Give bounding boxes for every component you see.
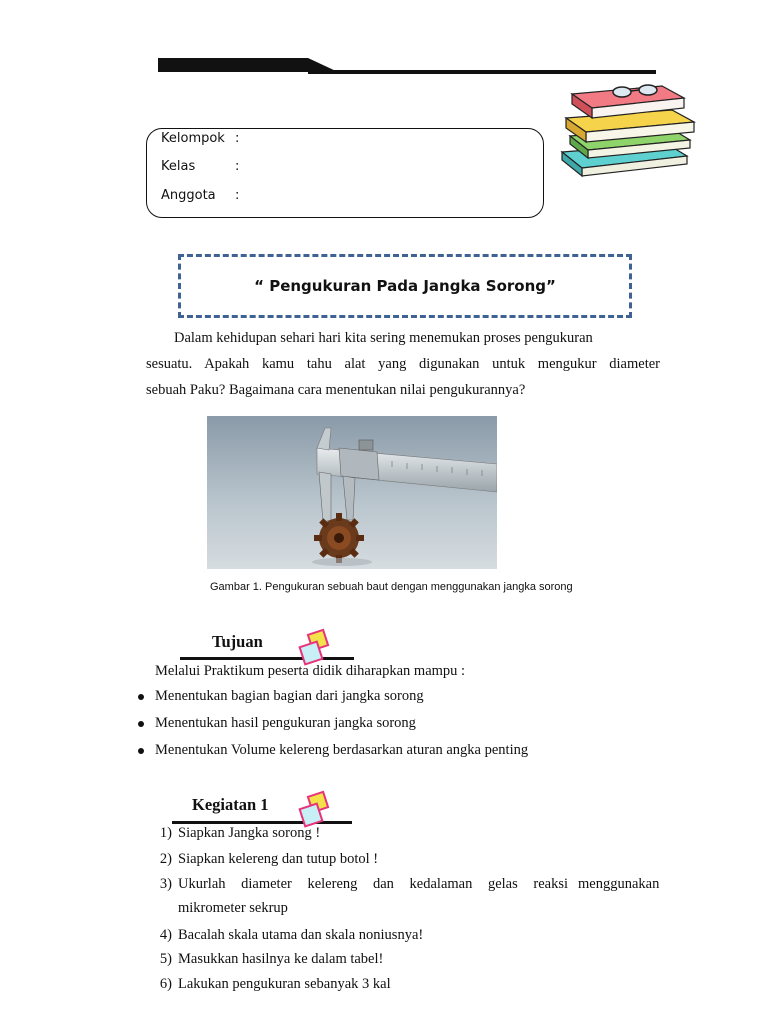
page-title: “ Pengukuran Pada Jangka Sorong” — [254, 277, 556, 295]
header-bar — [158, 58, 656, 78]
bullet-dot — [138, 748, 144, 754]
step-text: Ukurlah diameter kelereng dan kedalaman gelas reaksi — [178, 876, 568, 892]
caliper-photo — [207, 416, 497, 569]
intro-line: sesuatu. Apakah kamu tahu alat yang digunakan untuk mengukur diameter — [146, 356, 660, 372]
intro-line: sebuah Paku? Bagaimana cara menentukan nilai pengukurannya? — [146, 382, 526, 398]
step-number: 6) — [159, 976, 172, 992]
identity-colon: : — [235, 188, 240, 203]
identity-colon: : — [235, 131, 240, 146]
identity-box — [146, 128, 544, 218]
identity-row-kelompok — [161, 131, 239, 146]
step-text: Siapkan kelereng dan tutup botol ! — [178, 851, 379, 867]
step-text: Bacalah skala utama dan skala noniusnya! — [178, 927, 424, 943]
bullet-dot — [138, 694, 144, 700]
tujuan-lead: Melalui Praktikum peserta didik diharapkan mampu : — [155, 663, 466, 679]
step-text: Siapkan Jangka sorong ! — [178, 825, 321, 841]
identity-label: Kelompok — [161, 131, 225, 146]
section-heading-kegiatan: Kegiatan 1 — [192, 795, 269, 814]
identity-colon: : — [235, 159, 240, 174]
identity-label: Kelas — [161, 159, 196, 174]
identity-row-kelas — [161, 159, 239, 174]
intro-line: Dalam kehidupan sehari hari kita sering menemukan proses pengukuran — [174, 330, 593, 346]
step-number: 2) — [159, 851, 172, 867]
bullet-dot — [138, 721, 144, 727]
decorative-squares-icon — [296, 790, 336, 830]
step-number: 4) — [159, 927, 172, 943]
step-text: Lakukan pengukuran sebanyak 3 kal — [178, 976, 391, 992]
step-number: 5) — [159, 951, 172, 967]
identity-row-anggota — [161, 188, 239, 203]
title-box — [178, 254, 632, 318]
step-number: 1) — [159, 825, 172, 841]
step-number: 3) — [159, 876, 172, 892]
section-heading-tujuan: Tujuan — [212, 632, 263, 651]
tujuan-item: Menentukan hasil pengukuran jangka sorong — [155, 715, 416, 731]
tujuan-item: Menentukan Volume kelereng berdasarkan aturan angka penting — [155, 742, 529, 758]
step-text-end: menggunakan — [578, 876, 660, 892]
step-text: Masukkan hasilnya ke dalam tabel! — [178, 951, 384, 967]
books-illustration — [552, 80, 702, 180]
decorative-squares-icon — [296, 628, 336, 668]
step-text-cont: mikrometer sekrup — [178, 900, 288, 916]
figure-caption: Gambar 1. Pengukuran sebuah baut dengan menggunakan jangka sorong — [210, 581, 573, 593]
tujuan-item: Menentukan bagian bagian dari jangka sorong — [155, 688, 424, 704]
identity-label: Anggota — [161, 188, 216, 203]
